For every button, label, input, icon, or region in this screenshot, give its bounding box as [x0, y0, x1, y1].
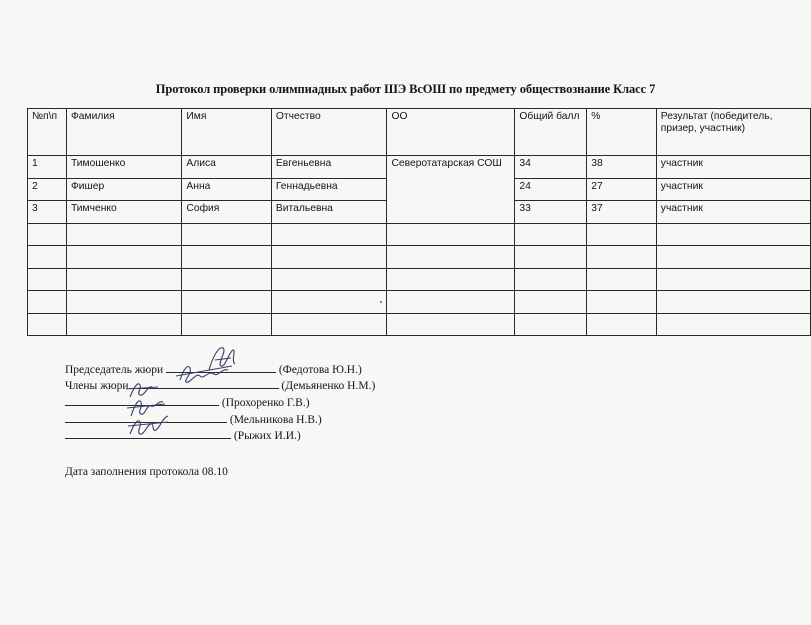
- cell-name: София: [182, 201, 272, 224]
- col-header-name: Имя: [182, 109, 272, 156]
- cell-score: 24: [515, 178, 587, 201]
- empty-row: [28, 313, 811, 336]
- jury-member-line: [65, 395, 310, 409]
- cell-percent: 37: [587, 201, 657, 224]
- cell-name: Алиса: [182, 156, 272, 179]
- jury-chair-label: Председатель жюри: [65, 364, 164, 376]
- cell-score: 33: [515, 201, 587, 224]
- jury-member-name: (Мельникова Н.В.): [229, 414, 322, 426]
- empty-row: [28, 246, 811, 269]
- jury-member-line: [65, 378, 375, 392]
- cell-patronymic: Евгеньевна: [271, 156, 387, 179]
- signature-icon: [174, 358, 234, 388]
- table-header-row: [28, 109, 811, 156]
- cell-surname: Фишер: [66, 178, 181, 201]
- jury-member-name: (Прохоренко Г.В.): [221, 397, 310, 409]
- cell-name: Анна: [182, 178, 272, 201]
- cell-score: 34: [515, 156, 587, 179]
- jury-chair-name: (Федотова Ю.Н.): [278, 364, 362, 376]
- empty-row: [28, 268, 811, 291]
- col-header-percent: %: [587, 109, 657, 156]
- cell-patronymic: Геннадьевна: [271, 178, 387, 201]
- cell-result: участник: [656, 201, 810, 224]
- protocol-title: Протокол проверки олимпиадных работ ШЭ ВсОШ по предмету обществознание Класс 7: [155, 82, 656, 96]
- col-header-school: ОО: [387, 109, 515, 156]
- jury-member-name: (Рыжих И.И.): [233, 430, 301, 442]
- jury-members-label: Члены жюри: [65, 380, 129, 392]
- cell-number: 1: [28, 156, 67, 179]
- jury-member-line: [65, 428, 301, 442]
- col-header-number: №п\п: [28, 109, 67, 156]
- cell-school: Северотатарская СОШ: [387, 156, 515, 224]
- results-table: [27, 108, 811, 336]
- cell-percent: 27: [587, 178, 657, 201]
- cell-number: 2: [28, 178, 67, 201]
- signature-icon: [124, 408, 172, 440]
- col-header-result: Результат (победитель, призер, участник): [656, 109, 810, 156]
- col-header-score: Общий балл: [515, 109, 587, 156]
- jury-member-name: (Демьяненко Н.М.): [281, 380, 376, 392]
- cell-surname: Тимошенко: [66, 156, 181, 179]
- cell-result: участник: [656, 156, 810, 179]
- cell-surname: Тимченко: [66, 201, 181, 224]
- table-row: [28, 156, 811, 179]
- cell-percent: 38: [587, 156, 657, 179]
- empty-row: [28, 291, 811, 314]
- col-header-surname: Фамилия: [66, 109, 181, 156]
- empty-row: [28, 223, 811, 246]
- signature-line: [65, 428, 231, 439]
- cell-patronymic: Витальевна: [271, 201, 387, 224]
- scan-speck: [380, 301, 382, 303]
- cell-result: участник: [656, 178, 810, 201]
- protocol-date: Дата заполнения протокола 08.10: [65, 466, 228, 478]
- col-header-patronymic: Отчество: [271, 109, 387, 156]
- cell-number: 3: [28, 201, 67, 224]
- jury-member-line: [65, 412, 322, 426]
